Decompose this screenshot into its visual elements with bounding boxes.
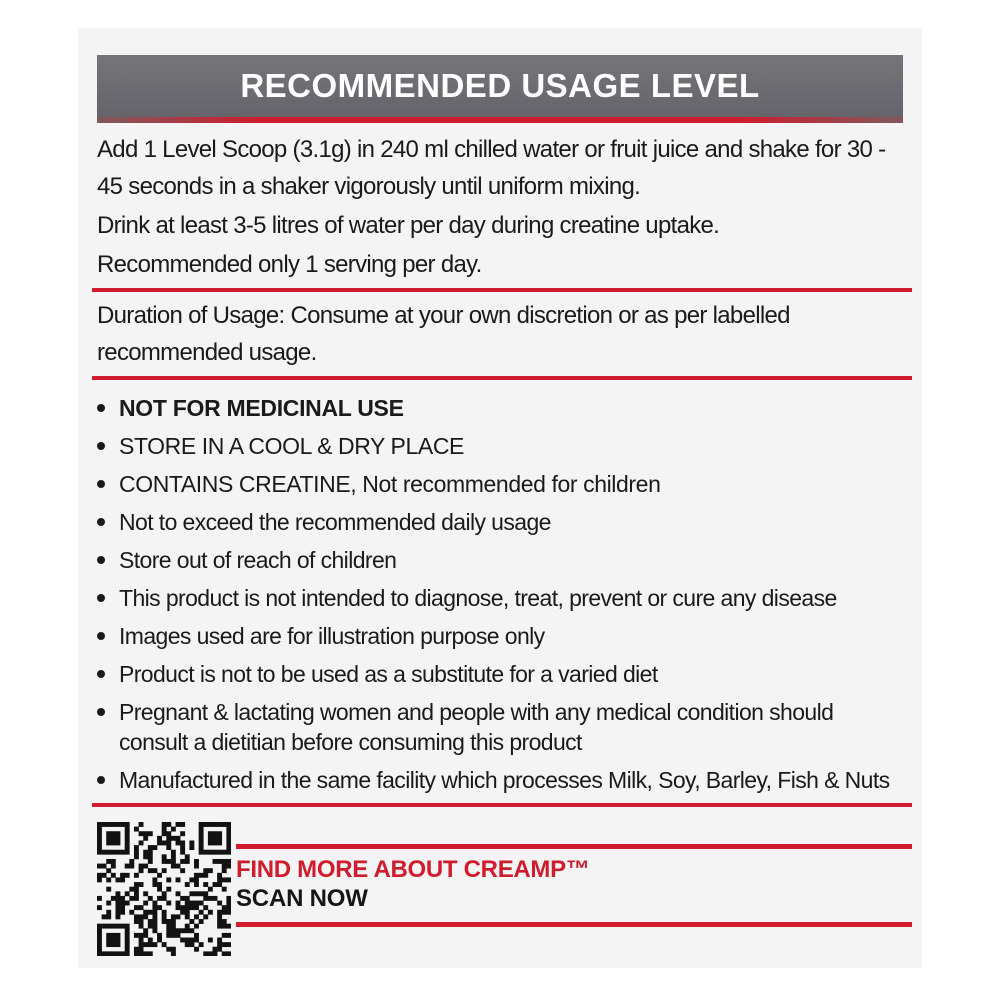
warning-text: NOT FOR MEDICINAL USE	[119, 395, 404, 421]
usage-paragraph: Add 1 Level Scoop (3.1g) in 240 ml chilled water or fruit juice and shake for 30 - 45 seconds in a shaker vigorously until uniform mixing.	[97, 136, 886, 200]
warning-item	[97, 469, 905, 499]
section-divider	[92, 288, 912, 292]
qr-section	[78, 822, 922, 956]
qr-cta: SCAN NOW	[236, 885, 368, 912]
warning-text: Not to exceed the recommended daily usage	[119, 509, 551, 535]
bullet-dot-icon	[97, 556, 105, 564]
bullet-dot-icon	[97, 632, 105, 640]
bullet-dot-icon	[97, 442, 105, 450]
warning-item	[97, 431, 905, 461]
warning-item	[97, 765, 905, 795]
qr-divider-bottom	[236, 922, 912, 927]
bullet-dot-icon	[97, 670, 105, 678]
warning-item	[97, 507, 905, 537]
warning-item	[97, 393, 905, 423]
warning-text: Store out of reach of children	[119, 547, 397, 573]
section-divider	[92, 376, 912, 380]
qr-text-block	[236, 822, 912, 956]
warning-text: Product is not to be used as a substitute for a varied diet	[119, 661, 658, 687]
qr-headline: FIND MORE ABOUT CREAMP™	[236, 856, 590, 883]
section-title: RECOMMENDED USAGE LEVEL	[240, 67, 760, 104]
duration-section	[78, 297, 922, 371]
usage-paragraph: Recommended only 1 serving per day.	[97, 251, 482, 278]
warning-item	[97, 697, 905, 757]
usage-instructions	[78, 131, 922, 283]
warning-text: STORE IN A COOL & DRY PLACE	[119, 433, 464, 459]
warning-text: Pregnant & lactating women and people with any medical condition should consult a dietitian before consuming this product	[119, 699, 834, 755]
usage-label-panel	[78, 28, 922, 968]
bullet-dot-icon	[97, 594, 105, 602]
warning-text: Images used are for illustration purpose only	[119, 623, 545, 649]
warning-item	[97, 621, 905, 651]
bullet-dot-icon	[97, 708, 105, 716]
usage-paragraph: Drink at least 3-5 litres of water per day during creatine uptake.	[97, 212, 720, 239]
duration-text: Duration of Usage: Consume at your own discretion or as per labelled recommended usage.	[97, 302, 790, 366]
header-accent-line	[97, 117, 903, 123]
section-header	[97, 55, 903, 123]
warning-text: Manufactured in the same facility which processes Milk, Soy, Barley, Fish & Nuts	[119, 767, 890, 793]
bullet-dot-icon	[97, 776, 105, 784]
warning-item	[97, 583, 905, 613]
warning-item	[97, 659, 905, 689]
section-divider	[92, 803, 912, 807]
warning-text: This product is not intended to diagnose, treat, prevent or cure any disease	[119, 585, 837, 611]
warning-text: CONTAINS CREATINE, Not recommended for children	[119, 471, 661, 497]
qr-divider-top	[236, 844, 912, 849]
warning-list	[78, 393, 922, 795]
bullet-dot-icon	[97, 480, 105, 488]
qr-code	[97, 822, 231, 956]
bullet-dot-icon	[97, 404, 105, 412]
bullet-dot-icon	[97, 518, 105, 526]
warning-item	[97, 545, 905, 575]
